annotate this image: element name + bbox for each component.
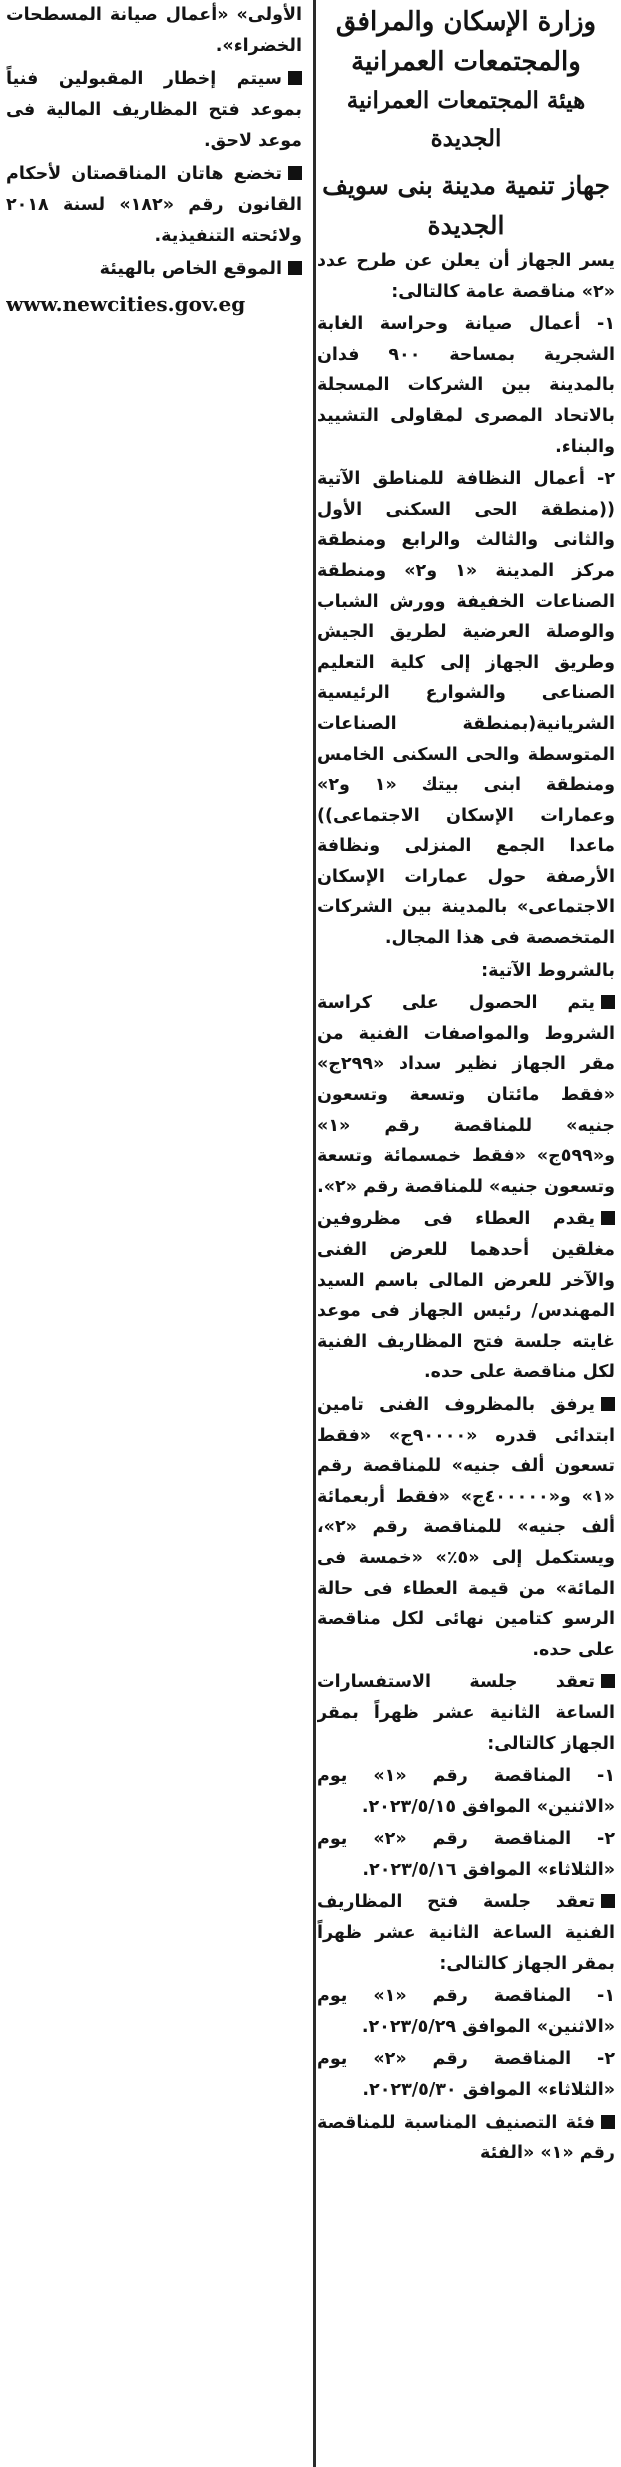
authority-title: هيئة المجتمعات العمرانية الجديدة [346, 87, 586, 152]
tender-item-1: ١- أعمال صيانة وحراسة الغابة الشجرية بمساحة ٩٠٠ فدان بالمدينة بين الشركات المسجلة بالاتحاد المصرى لمقاولى التشييد والبناء. [317, 314, 615, 457]
square-bullet-icon [288, 71, 302, 85]
notice-website-text: الموقع الخاص بالهيئة [99, 259, 282, 279]
agency-title: جهاز تنمية مدينة بنى سويف الجديدة [322, 171, 610, 240]
condition-3-text: يرفق بالمظروف الفنى تامين ابتدائى قدره «٩٠٠٠٠ج» «فقط تسعون ألف جنيه» للمناقصة رقم «١» و«٤٠٠٠٠٠ج» «فقط أربعمائة ألف جنيه» للمناقصة رقم «٢»، ويستكمل إلى «٥٪» «خمسة فى المائة» من قيمة العطاء فى حالة الرسو كتامين نهائى لكل مناقصة على حده. [317, 1394, 615, 1660]
notice-website [6, 254, 302, 285]
opening-session-2: ٢- المناقصة رقم «٢» يوم «الثلاثاء» الموافق ٢٠٢٣/٥/٣٠. [317, 2049, 615, 2101]
side-body [6, 0, 302, 320]
classification-text: فئة التصنيف المناسبة للمناقصة رقم «١» «الفئة [317, 2112, 615, 2164]
announcement-body [317, 246, 615, 2169]
intro-text: يسر الجهاز أن يعلن عن طرح عدد «٢» مناقصة عامة كالتالى: [317, 251, 615, 302]
square-bullet-icon [601, 1397, 615, 1411]
square-bullet-icon [288, 261, 302, 275]
condition-1-text: يتم الحصول على كراسة الشروط والمواصفات الفنية من مقر الجهاز نظير سداد «٢٩٩ج» «فقط مائتان وتسعة وتسعون جنيه» للمناقصة رقم «١» و«٥٩٩ج» «فقط خمسمائة وتسعة وتسعون جنيه» للمناقصة رقم «٢». [317, 993, 615, 1197]
opening-session-1: ١- المناقصة رقم «١» يوم «الاثنين» الموافق ٢٠٢٣/٥/٢٩. [317, 1986, 615, 2037]
square-bullet-icon [601, 995, 615, 1009]
condition-4 [317, 1667, 615, 1759]
side-column [6, 0, 302, 420]
condition-2 [317, 1204, 615, 1388]
square-bullet-icon [288, 166, 302, 180]
notice-law-text: تخضع هاتان المناقصتان لأحكام القانون رقم «١٨٢» لسنة ٢٠١٨ ولائحته التنفيذية. [6, 164, 302, 246]
classification-note [317, 2108, 615, 2169]
conditions-title: بالشروط الآتية: [481, 960, 615, 981]
continuation-text: الأولى» «أعمال صيانة المسطحات الخضراء». [6, 5, 302, 56]
condition-2-text: يقدم العطاء فى مظروفين مغلقين أحدهما للعرض الفنى والآخر للعرض المالى باسم السيد المهندس/ رئيس الجهاز فى موعد غايته جلسة فتح المظاريف الفنية لكل مناقصة على حده. [317, 1209, 615, 1383]
notice-law [6, 159, 302, 252]
condition-3 [317, 1390, 615, 1665]
tender-item-2: ٢- أعمال النظافة للمناطق الآتية ((منطقة الحى السكنى الأول والثانى والثالث والرابع ومنطقة مركز المدينة «١ و٢» ومنطقة الصناعات الخفيفة وورش الشباب والوصلة العرضية لطريق الجيش وطريق الجهاز إلى كلية التعليم الصناعى والشوارع الرئيسية الشريانية(بمنطقة الصناعات المتوسطة والحى السكنى الخامس ومنطقة ابنى بيتك «١ و٢» وعمارات الإسكان الاجتماعى)) ماعدا الجمع المنزلى ونظافة الأرصفة حول عمارات الإسكان الاجتماعى» بالمدينة بين الشركات المتخصصة فى هذا المجال. [317, 469, 615, 949]
main-column [317, 0, 615, 2467]
ministry-title: وزارة الإسكان والمرافق والمجتمعات العمرانية [335, 7, 597, 77]
inquiry-session-2: ٢- المناقصة رقم «٢» يوم «الثلاثاء» الموافق ٢٠٢٣/٥/١٦. [317, 1829, 615, 1880]
condition-4-text: تعقد جلسة الاستفسارات الساعة الثانية عشر ظهراً بمقر الجهاز كالتالى: [317, 1672, 615, 1754]
inquiry-session-1: ١- المناقصة رقم «١» يوم «الاثنين» الموافق ٢٠٢٣/٥/١٥. [317, 1766, 615, 1817]
square-bullet-icon [601, 2115, 615, 2129]
column-divider [313, 0, 316, 2467]
condition-1 [317, 988, 615, 1202]
notice-technical [6, 64, 302, 157]
square-bullet-icon [601, 1211, 615, 1225]
notice-technical-text: سيتم إخطار المقبولين فنياً بموعد فتح المظاريف المالية فى موعد لاحق. [6, 69, 302, 151]
square-bullet-icon [601, 1674, 615, 1688]
square-bullet-icon [601, 1894, 615, 1908]
opening-title [317, 1887, 615, 1979]
website-url: www.newcities.gov.eg [6, 292, 246, 316]
opening-title-text: تعقد جلسة فتح المظاريف الفنية الساعة الثانية عشر ظهراً بمقر الجهاز كالتالى: [317, 1892, 615, 1974]
